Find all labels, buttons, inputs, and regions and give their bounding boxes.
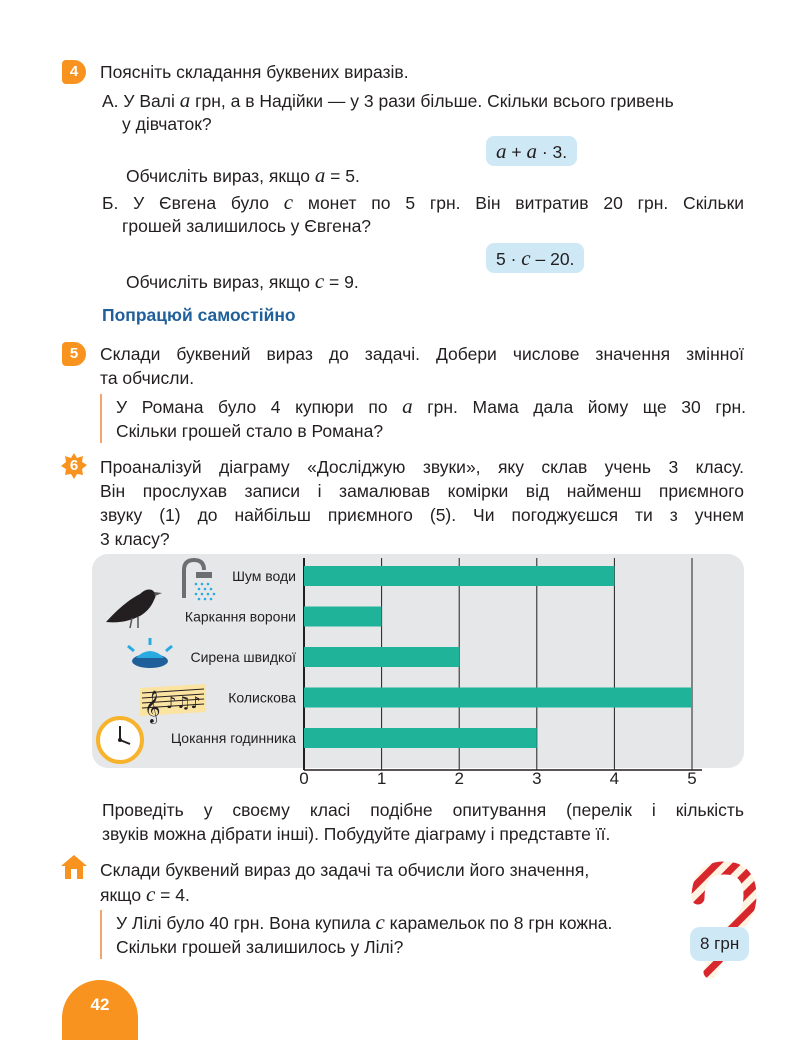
bar-2 xyxy=(304,607,382,627)
x-tick-label: 5 xyxy=(687,769,697,788)
task-number-badge: 4 xyxy=(62,60,86,84)
home-quote-line2: Скільки грошей залишилось у Лілі? xyxy=(116,937,404,957)
bar-1 xyxy=(304,566,614,586)
task6-after-line1: Проведіть у своєму класі подібне опитування (перелік і кількість xyxy=(102,800,744,820)
task4-part-b-line1: Б. У Євгена було c монет по 5 грн. Він витратив 20 грн. Скільки xyxy=(102,190,744,214)
gear-badge xyxy=(60,452,88,480)
task5-quote-line1: У Романа було 4 купюри по a грн. Мама дала йому ще 30 грн. xyxy=(116,394,746,418)
section-title: Попрацюй самостійно xyxy=(102,305,296,325)
x-tick-label: 4 xyxy=(609,769,620,788)
home-line2: якщо c = 4. xyxy=(100,882,190,906)
home-quote xyxy=(100,910,612,959)
task4-part-b-line2: грошей залишилось у Євгена? xyxy=(122,216,372,236)
category-label: Сирена швидкої xyxy=(190,649,296,665)
task6-line3: звуку (1) до найбільш приємного (5). Чи погоджуєшся ти з учнем xyxy=(100,505,744,525)
task4-part-b-calc: Обчисліть вираз, якщо c = 9. xyxy=(126,269,359,293)
clock-icon xyxy=(98,718,142,762)
task5-line1: Склади буквений вираз до задачі. Добери числове значення змінної xyxy=(100,344,744,364)
home-icon xyxy=(60,854,88,880)
sound-chart xyxy=(0,548,800,794)
task5-line2: та обчисли. xyxy=(100,368,195,388)
task4-title: Поясніть складання буквених виразів. xyxy=(100,62,409,82)
candy-cane-icon xyxy=(676,860,766,980)
task4-part-a-calc: Обчисліть вираз, якщо a = 5. xyxy=(126,163,360,187)
category-label: Каркання ворони xyxy=(184,608,296,625)
task5-quote-line2: Скільки грошей стало в Романа? xyxy=(116,421,384,441)
task5-quote xyxy=(100,394,746,443)
page-number: 42 xyxy=(62,980,138,1040)
home-line1: Склади буквений вираз до задачі та обчисли його значення, xyxy=(100,860,590,880)
task6-line1: Проаналізуй діаграму «Досліджую звуки», яку склав учень 3 класу. xyxy=(100,457,744,477)
task-number-badge: 5 xyxy=(62,342,86,366)
x-tick-label: 3 xyxy=(532,769,542,788)
variable-c: c xyxy=(283,190,294,214)
bar-3 xyxy=(304,647,459,667)
bar-4 xyxy=(304,688,692,708)
task4-part-a-line1: А. У Валі a грн, а в Надійки — у 3 рази більше. Скільки всього гривень xyxy=(102,88,674,112)
task6-number: 6 xyxy=(69,457,79,474)
x-tick-label: 2 xyxy=(454,769,464,788)
svg-text:𝄞: 𝄞 xyxy=(144,690,161,723)
category-label: Шум води xyxy=(232,568,296,584)
x-tick-label: 0 xyxy=(299,769,309,788)
expression-b: 5 · c – 20. xyxy=(486,243,584,273)
task6-line4: 3 класу? xyxy=(100,529,170,549)
svg-text:♪♫♪: ♪♫♪ xyxy=(166,693,201,712)
expression-a: a + a · 3. xyxy=(486,136,577,166)
bar-5 xyxy=(304,728,537,748)
home-quote-line1: У Лілі було 40 грн. Вона купила c карамельок по 8 грн кожна. xyxy=(116,910,613,934)
variable-a: a xyxy=(179,88,191,112)
task6-after-line2: звуків можна дібрати інші). Побудуйте діаграму і представте її. xyxy=(102,824,611,844)
task6-line2: Він прослухав записи і замалював комірки від найменш приємного xyxy=(100,481,744,501)
price-tag: 8 грн xyxy=(690,927,749,961)
task4-part-a-line2: у дівчаток? xyxy=(122,114,212,134)
x-tick-label: 1 xyxy=(376,769,387,788)
category-label: Колискова xyxy=(228,689,296,706)
category-label: Цокання годинника xyxy=(170,730,296,746)
